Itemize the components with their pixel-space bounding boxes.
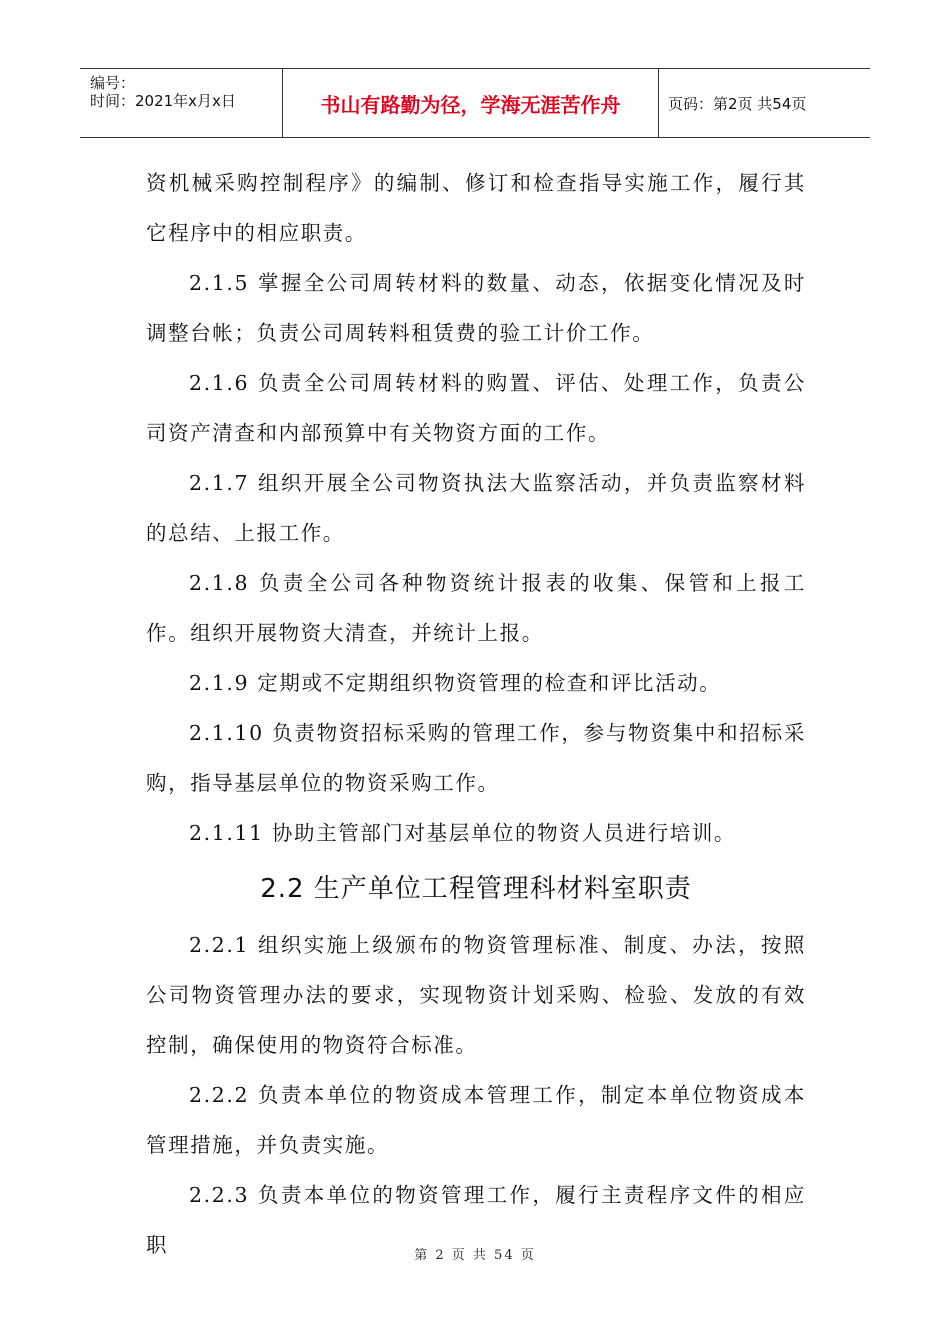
paragraph-2-1-8: 2.1.8 负责全公司各种物资统计报表的收集、保管和上报工作。组织开展物资大清查，并统计上报。 — [146, 571, 806, 645]
paragraph-2-2-3: 2.2.3 负责本单位的物资管理工作，履行主责程序文件的相应职 — [146, 1183, 806, 1257]
paragraph-2-1-9: 2.1.9 定期或不定期组织物资管理的检查和评比活动。 — [189, 671, 722, 695]
paragraph-2-1-5: 2.1.5 掌握全公司周转材料的数量、动态，依据变化情况及时调整台帐；负责公司周转料租赁费的验工计价工作。 — [146, 271, 806, 345]
page-footer: 第 2 页 共 54 页 — [414, 1248, 536, 1263]
paragraph-2-1-10: 2.1.10 负责物资招标采购的管理工作，参与物资集中和招标采购，指导基层单位的物资采购工作。 — [146, 721, 806, 795]
section-heading: 2.2 生产单位工程管理科材料室职责 — [260, 874, 692, 904]
header-divider — [658, 69, 659, 137]
header-motto: 书山有路勤为径，学海无涯苦作舟 — [320, 92, 621, 117]
document-body — [146, 158, 806, 1270]
paragraph-continued: 资机械采购控制程序》的编制、修订和检查指导实施工作，履行其它程序中的相应职责。 — [146, 171, 806, 245]
paragraph-2-2-1: 2.2.1 组织实施上级颁布的物资管理标准、制度、办法，按照公司物资管理办法的要求，实现物资计划采购、检验、发放的有效控制，确保使用的物资符合标准。 — [146, 933, 806, 1057]
paragraph-2-1-7: 2.1.7 组织开展全公司物资执法大监察活动，并负责监察材料的总结、上报工作。 — [146, 471, 806, 545]
page-header — [80, 68, 870, 138]
header-meta — [80, 69, 282, 137]
header-number-label: 编号： — [90, 74, 136, 92]
header-time-label: 时间：2021年x月x日 — [90, 92, 236, 110]
paragraph-2-2-2: 2.2.2 负责本单位的物资成本管理工作，制定本单位物资成本管理措施，并负责实施。 — [146, 1083, 806, 1157]
header-page-info: 页码：第2页 共54页 — [668, 94, 807, 113]
paragraph-2-1-11: 2.1.11 协助主管部门对基层单位的物资人员进行培训。 — [189, 821, 737, 845]
paragraph-2-1-6: 2.1.6 负责全公司周转材料的购置、评估、处理工作，负责公司资产清查和内部预算中有关物资方面的工作。 — [146, 371, 806, 445]
